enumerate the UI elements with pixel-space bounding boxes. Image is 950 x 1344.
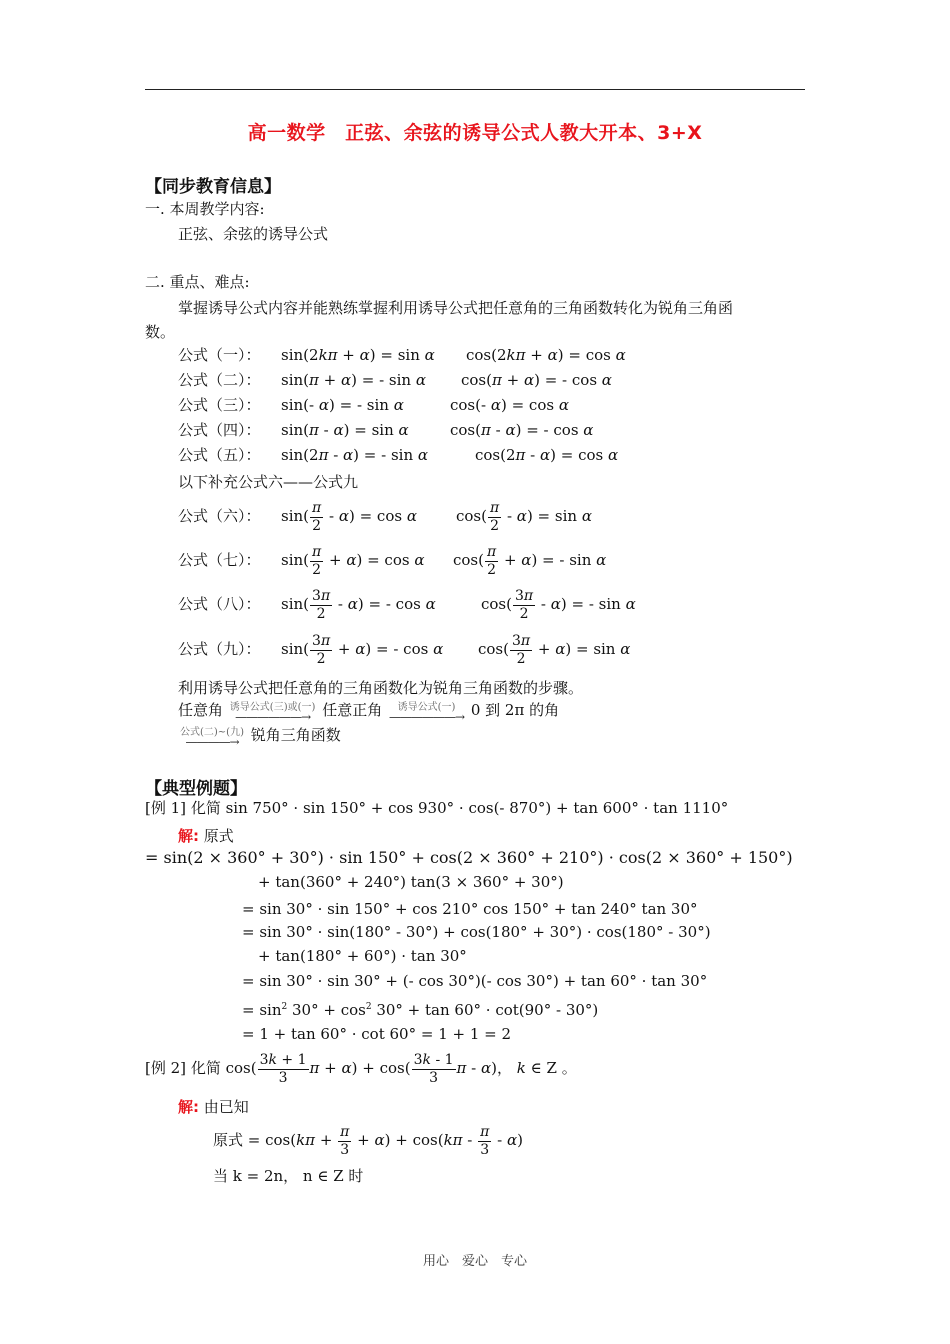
section-sync-heading: 【同步教育信息】: [145, 177, 281, 197]
item1-heading: 一. 本周教学内容:: [145, 200, 265, 218]
sol1-line-6: = sin 30° · sin 30° + (- cos 30°)(- cos 30°) + tan 60° · tan 30°: [242, 972, 708, 990]
example-2: [例 2] 化简 cos( $\frac{3k + 1}{3}$ π + α) + cos( $\frac{3k - 1}{3}$ π - α)， k ∈ Z 。: [145, 1051, 577, 1086]
solution-1: 解: 原式: [178, 827, 234, 845]
page-title: 高一数学 正弦、余弦的诱导公式人教大开本、3+X: [247, 122, 703, 144]
steps-line-2: 公式(二)~(九) ————→ 锐角三角函数: [180, 726, 341, 749]
solution-2: 解: 由已知: [178, 1098, 249, 1116]
formula-label: 公式（二）：: [178, 371, 261, 389]
sol1-line-4: = sin 30° · sin(180° - 30°) + cos(180° + 30°) · cos(180° - 30°): [242, 923, 711, 941]
arrow-step-2: 诱导公式(一) ——————→: [388, 701, 465, 724]
sol1-line-8: = 1 + tan 60° · cot 60° = 1 + 1 = 2: [242, 1025, 512, 1043]
formula-label: 公式（一）：: [178, 346, 261, 364]
sol1-line-1: = sin(2 × 360° + 30°) · sin 150° + cos(2 × 360° + 210°) · cos(2 × 360° + 150°): [145, 848, 793, 867]
formula-label: 公式（六）：: [178, 507, 261, 525]
formula-label: 公式（四）：: [178, 421, 261, 439]
formula-4: 公式（四）： sin(π - α) = sin α cos(π - α) = - cos α: [178, 421, 594, 439]
formula-3: 公式（三）： sin(- α) = - sin α cos(- α) = cos α: [178, 396, 569, 414]
sol1-line-5: + tan(180° + 60°) · tan 30°: [258, 947, 467, 965]
formula-7: 公式（七）： sin( $\frac{\pi}{2}$ + α) = cos α cos( $\frac{\pi}{2}$ + α) = - sin α: [178, 543, 607, 578]
item1-body: 正弦、余弦的诱导公式: [178, 225, 329, 243]
steps-intro: 利用诱导公式把任意角的三角函数化为锐角三角函数的步骤。: [178, 679, 584, 697]
sol2-line-1: 原式 = cos(kπ + $\frac{\pi}{3}$ + α) + cos(kπ - $\frac{\pi}{3}$ - α): [213, 1123, 523, 1158]
steps-line-1: 任意角 诱导公式(三)或(一) ——————→ 任意正角 诱导公式(一) ——————→ 0 到 2π 的角: [178, 701, 560, 724]
page-footer: 用心 爱心 专心: [422, 1254, 527, 1269]
header-rule: [145, 89, 805, 90]
item2-heading: 二. 重点、难点:: [145, 273, 250, 291]
formula-label: 公式（五）：: [178, 446, 261, 464]
item2-body: 掌握诱导公式内容并能熟练掌握利用诱导公式把任意角的三角函数转化为锐角三角函: [178, 299, 734, 317]
example-1: [例 1] 化简 sin 750° · sin 150° + cos 930° · cos(- 870°) + tan 600° · tan 1110°: [145, 799, 729, 817]
section-examples-heading: 【典型例题】: [145, 779, 247, 799]
formula-label: 公式（八）：: [178, 595, 261, 613]
formula-label: 公式（七）：: [178, 551, 261, 569]
sol1-line-3: = sin 30° · sin 150° + cos 210° cos 150° + tan 240° tan 30°: [242, 900, 698, 918]
sol2-condition: 当 k = 2n， n ∈ Z 时: [213, 1167, 364, 1185]
sol1-line-7: = $\sin^2 30^\circ + \cos^2 30^\circ + \tan 60^\circ \cdot \cot(90^\circ - 30^\circ)$: [242, 1001, 599, 1019]
formula-2: 公式（二）： sin(π + α) = - sin α cos(π + α) = - cos α: [178, 371, 612, 389]
formula-label: 公式（九）：: [178, 640, 261, 658]
arrow-step-1: 诱导公式(三)或(一) ——————→: [229, 701, 316, 724]
formula-8: 公式（八）： sin( $\frac{3\pi}{2}$ - α) = - cos α cos( $\frac{3\pi}{2}$ - α) = - sin α: [178, 587, 636, 622]
formula-label: 公式（三）：: [178, 396, 261, 414]
formula-5: 公式（五）： sin(2π - α) = - sin α cos(2π - α) = cos α: [178, 446, 619, 464]
formula-6: 公式（六）： sin( $\frac{\pi}{2}$ - α) = cos α cos( $\frac{\pi}{2}$ - α) = sin α: [178, 499, 592, 534]
sol1-line-2: + tan(360° + 240°) tan(3 × 360° + 30°): [258, 873, 564, 891]
item2-body-cont: 数。: [145, 323, 176, 341]
supplement-note: 以下补充公式六——公式九: [178, 473, 359, 491]
arrow-step-3: 公式(二)~(九) ————→: [180, 726, 244, 749]
formula-1: 公式（一）： sin(2kπ + α) = sin α cos(2kπ + α) = cos α: [178, 346, 626, 364]
formula-9: 公式（九）： sin( $\frac{3\pi}{2}$ + α) = - cos α cos( $\frac{3\pi}{2}$ + α) = sin α: [178, 632, 631, 667]
